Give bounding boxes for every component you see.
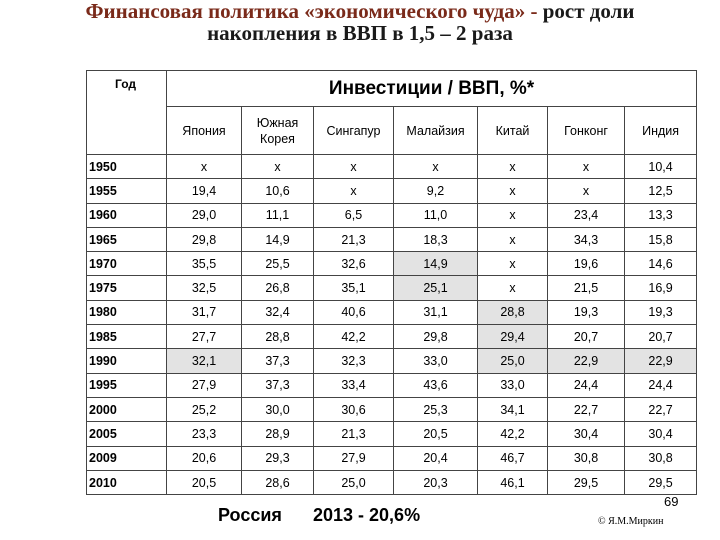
year-cell: 1975 bbox=[87, 276, 167, 300]
table-row bbox=[87, 276, 697, 300]
value-cell: 46,7 bbox=[478, 446, 548, 470]
value-cell: 29,3 bbox=[242, 446, 314, 470]
value-cell: 32,5 bbox=[167, 276, 242, 300]
value-cell: 22,7 bbox=[548, 397, 625, 421]
value-cell: 13,3 bbox=[625, 203, 697, 227]
year-cell: 1995 bbox=[87, 373, 167, 397]
value-cell: x bbox=[548, 155, 625, 179]
table-row bbox=[87, 227, 697, 251]
value-cell: x bbox=[167, 155, 242, 179]
year-cell: 1965 bbox=[87, 227, 167, 251]
investment-gdp-header: Инвестиции / ВВП, %* bbox=[167, 71, 697, 107]
value-cell: 33,0 bbox=[394, 349, 478, 373]
value-cell: x bbox=[478, 276, 548, 300]
value-cell: 15,8 bbox=[625, 227, 697, 251]
value-cell: 32,3 bbox=[314, 349, 394, 373]
table-row bbox=[87, 155, 697, 179]
value-cell: 29,5 bbox=[548, 470, 625, 494]
value-cell: 42,2 bbox=[314, 325, 394, 349]
value-cell: x bbox=[478, 179, 548, 203]
year-cell: 1985 bbox=[87, 325, 167, 349]
value-cell: x bbox=[242, 155, 314, 179]
value-cell: 19,6 bbox=[548, 252, 625, 276]
year-cell: 2010 bbox=[87, 470, 167, 494]
country-header: Китай bbox=[478, 107, 548, 155]
value-cell: 42,2 bbox=[478, 422, 548, 446]
title-line1-rest: рост доли bbox=[537, 0, 635, 23]
value-cell: 28,6 bbox=[242, 470, 314, 494]
value-cell: 19,4 bbox=[167, 179, 242, 203]
year-cell: 1950 bbox=[87, 155, 167, 179]
value-cell: x bbox=[548, 179, 625, 203]
value-cell: 27,9 bbox=[314, 446, 394, 470]
value-cell: 28,8 bbox=[478, 300, 548, 324]
value-cell: 30,6 bbox=[314, 397, 394, 421]
investment-gdp-table bbox=[86, 70, 697, 495]
value-cell: 24,4 bbox=[625, 373, 697, 397]
table-row bbox=[87, 397, 697, 421]
country-header: Япония bbox=[167, 107, 242, 155]
table-row bbox=[87, 300, 697, 324]
value-cell: x bbox=[314, 179, 394, 203]
value-cell: 37,3 bbox=[242, 373, 314, 397]
value-cell: 10,6 bbox=[242, 179, 314, 203]
year-cell: 2000 bbox=[87, 397, 167, 421]
value-cell: 14,9 bbox=[394, 252, 478, 276]
value-cell: x bbox=[394, 155, 478, 179]
country-header: Малайзия bbox=[394, 107, 478, 155]
value-cell: x bbox=[478, 252, 548, 276]
value-cell: 37,3 bbox=[242, 349, 314, 373]
value-cell: x bbox=[478, 227, 548, 251]
value-cell: 28,9 bbox=[242, 422, 314, 446]
value-cell: x bbox=[478, 203, 548, 227]
value-cell: 40,6 bbox=[314, 300, 394, 324]
value-cell: 30,8 bbox=[625, 446, 697, 470]
year-cell: 1955 bbox=[87, 179, 167, 203]
value-cell: 26,8 bbox=[242, 276, 314, 300]
value-cell: 31,7 bbox=[167, 300, 242, 324]
value-cell: 16,9 bbox=[625, 276, 697, 300]
page-number: 69 bbox=[664, 494, 679, 509]
value-cell: 21,5 bbox=[548, 276, 625, 300]
table-row bbox=[87, 179, 697, 203]
table-row bbox=[87, 422, 697, 446]
value-cell: 35,1 bbox=[314, 276, 394, 300]
value-cell: 29,4 bbox=[478, 325, 548, 349]
value-cell: 20,4 bbox=[394, 446, 478, 470]
value-cell: 33,4 bbox=[314, 373, 394, 397]
value-cell: 10,4 bbox=[625, 155, 697, 179]
year-cell: 1990 bbox=[87, 349, 167, 373]
value-cell: 34,1 bbox=[478, 397, 548, 421]
value-cell: 28,8 bbox=[242, 325, 314, 349]
country-header: Южная Корея bbox=[242, 107, 314, 155]
value-cell: 22,9 bbox=[548, 349, 625, 373]
value-cell: 12,5 bbox=[625, 179, 697, 203]
value-cell: 27,9 bbox=[167, 373, 242, 397]
value-cell: 20,3 bbox=[394, 470, 478, 494]
value-cell: 22,7 bbox=[625, 397, 697, 421]
value-cell: 30,4 bbox=[625, 422, 697, 446]
value-cell: 33,0 bbox=[478, 373, 548, 397]
value-cell: 20,7 bbox=[548, 325, 625, 349]
value-cell: 25,0 bbox=[478, 349, 548, 373]
country-header-row bbox=[87, 107, 697, 155]
value-cell: 21,3 bbox=[314, 227, 394, 251]
value-cell: 20,7 bbox=[625, 325, 697, 349]
value-cell: 27,7 bbox=[167, 325, 242, 349]
value-cell: 43,6 bbox=[394, 373, 478, 397]
value-cell: 11,0 bbox=[394, 203, 478, 227]
value-cell: 21,3 bbox=[314, 422, 394, 446]
year-cell: 2009 bbox=[87, 446, 167, 470]
value-cell: 11,1 bbox=[242, 203, 314, 227]
table-row bbox=[87, 325, 697, 349]
value-cell: x bbox=[314, 155, 394, 179]
value-cell: 19,3 bbox=[548, 300, 625, 324]
value-cell: 25,2 bbox=[167, 397, 242, 421]
value-cell: 23,3 bbox=[167, 422, 242, 446]
value-cell: 32,6 bbox=[314, 252, 394, 276]
year-cell: 2005 bbox=[87, 422, 167, 446]
table-body bbox=[87, 155, 697, 495]
value-cell: 25,3 bbox=[394, 397, 478, 421]
year-column-header: Год bbox=[87, 71, 167, 155]
value-cell: 30,0 bbox=[242, 397, 314, 421]
value-cell: 34,3 bbox=[548, 227, 625, 251]
copyright-text: © Я.М.Миркин bbox=[598, 516, 664, 527]
country-header: Сингапур bbox=[314, 107, 394, 155]
table-row bbox=[87, 203, 697, 227]
title-line1-highlight: Финансовая политика «экономического чуда» - bbox=[85, 0, 538, 23]
russia-value: 2013 - 20,6% bbox=[313, 505, 421, 525]
country-header: Гонконг bbox=[548, 107, 625, 155]
value-cell: 23,4 bbox=[548, 203, 625, 227]
year-cell: 1980 bbox=[87, 300, 167, 324]
russia-label: Россия bbox=[218, 505, 282, 525]
value-cell: 35,5 bbox=[167, 252, 242, 276]
value-cell: 32,1 bbox=[167, 349, 242, 373]
value-cell: 14,6 bbox=[625, 252, 697, 276]
country-header: Индия bbox=[625, 107, 697, 155]
year-cell: 1960 bbox=[87, 203, 167, 227]
value-cell: 25,0 bbox=[314, 470, 394, 494]
value-cell: 30,8 bbox=[548, 446, 625, 470]
value-cell: 46,1 bbox=[478, 470, 548, 494]
value-cell: 31,1 bbox=[394, 300, 478, 324]
title-line2: накопления в ВВП в 1,5 – 2 раза bbox=[207, 21, 513, 45]
value-cell: 29,8 bbox=[167, 227, 242, 251]
value-cell: 29,5 bbox=[625, 470, 697, 494]
value-cell: 25,1 bbox=[394, 276, 478, 300]
value-cell: x bbox=[478, 155, 548, 179]
value-cell: 25,5 bbox=[242, 252, 314, 276]
table-row bbox=[87, 446, 697, 470]
value-cell: 30,4 bbox=[548, 422, 625, 446]
table-row bbox=[87, 349, 697, 373]
value-cell: 9,2 bbox=[394, 179, 478, 203]
value-cell: 32,4 bbox=[242, 300, 314, 324]
value-cell: 29,8 bbox=[394, 325, 478, 349]
value-cell: 29,0 bbox=[167, 203, 242, 227]
value-cell: 18,3 bbox=[394, 227, 478, 251]
value-cell: 19,3 bbox=[625, 300, 697, 324]
value-cell: 22,9 bbox=[625, 349, 697, 373]
value-cell: 20,5 bbox=[167, 470, 242, 494]
value-cell: 24,4 bbox=[548, 373, 625, 397]
slide-title bbox=[0, 0, 720, 44]
table-row bbox=[87, 252, 697, 276]
value-cell: 20,5 bbox=[394, 422, 478, 446]
value-cell: 6,5 bbox=[314, 203, 394, 227]
value-cell: 14,9 bbox=[242, 227, 314, 251]
value-cell: 20,6 bbox=[167, 446, 242, 470]
year-cell: 1970 bbox=[87, 252, 167, 276]
table-row bbox=[87, 373, 697, 397]
table-row bbox=[87, 470, 697, 494]
